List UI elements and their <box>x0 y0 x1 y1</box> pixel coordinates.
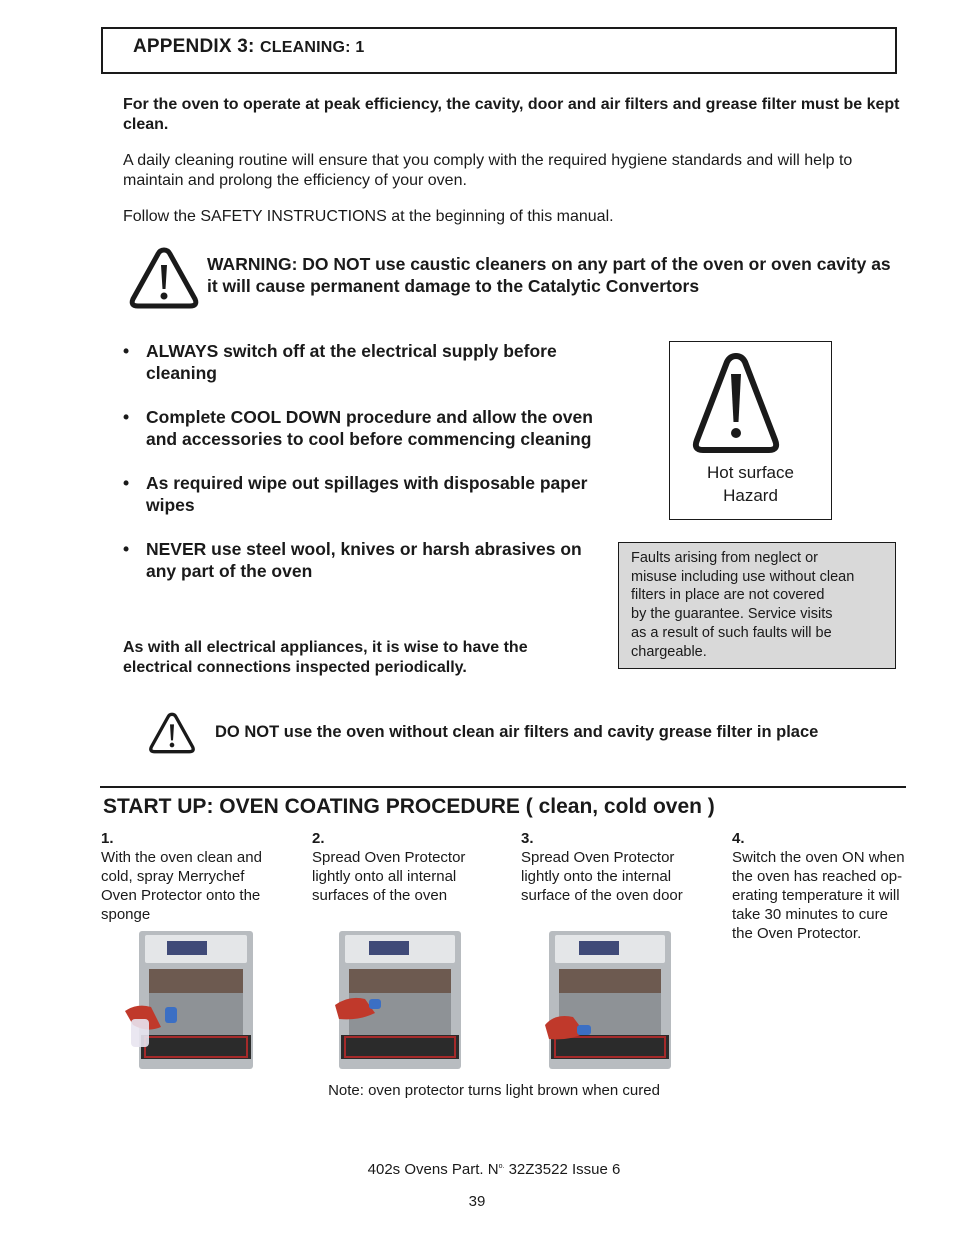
step-line: cold, spray Merrychef <box>101 868 245 885</box>
page-title <box>133 36 364 58</box>
bullet-text: ALWAYS switch off at the electrical supply before cleaning <box>146 341 557 383</box>
step-line: Spread Oven Protector <box>312 849 466 866</box>
startup-section-title: START UP: OVEN COATING PROCEDURE ( clean, cold oven ) <box>103 795 715 818</box>
bullet-text: As required wipe out spillages with disposable paper wipes <box>146 473 588 515</box>
bullet-dot: • <box>123 539 130 559</box>
hazard-line-2: Hazard <box>723 486 778 505</box>
title-main: APPENDIX 3: <box>133 36 255 57</box>
warning-triangle-icon <box>148 711 196 755</box>
step-line: Spread Oven Protector <box>521 849 675 866</box>
step-line: With the oven clean and <box>101 849 262 866</box>
title-sub: CLEANING: 1 <box>260 39 365 56</box>
fault-line: by the guarantee. Service visits <box>631 606 833 623</box>
step-line: lightly onto all internal <box>312 868 457 885</box>
step-line: the oven has reached op- <box>732 868 903 885</box>
section-divider <box>100 786 906 788</box>
faults-guarantee-box <box>618 542 896 669</box>
step-line: take 30 minutes to cure <box>732 906 888 923</box>
step-line: sponge <box>101 906 151 923</box>
step-line: Oven Protector onto the <box>101 887 261 904</box>
step-number: 1. <box>101 830 114 847</box>
list-item <box>123 340 603 384</box>
oven-illustration-step-3 <box>545 929 675 1075</box>
bullet-text: Complete COOL DOWN procedure and allow the oven and accessories to cool before commencing cleaning <box>146 407 593 449</box>
step-line: surface of the oven door <box>521 887 683 904</box>
step-1 <box>101 829 301 924</box>
step-4 <box>732 829 932 943</box>
safety-bullet-list <box>123 340 603 604</box>
oven-illustration-step-2 <box>335 929 465 1075</box>
bullet-dot: • <box>123 473 130 493</box>
step-line: surfaces of the oven <box>312 887 448 904</box>
footer-text-after: 32Z3522 Issue 6 <box>504 1161 621 1178</box>
step-line: Switch the oven ON when <box>732 849 905 866</box>
step-3 <box>521 829 721 905</box>
safety-paragraph: Follow the SAFETY INSTRUCTIONS at the beginning of this manual. <box>123 208 614 225</box>
cure-note: Note: oven protector turns light brown when cured <box>328 1082 660 1099</box>
bullet-text: NEVER use steel wool, knives or harsh abrasives on any part of the oven <box>146 539 582 581</box>
bullet-dot: • <box>123 407 130 427</box>
list-item <box>123 538 603 582</box>
bullet-dot: • <box>123 341 130 361</box>
step-line: lightly onto the internal <box>521 868 672 885</box>
list-item <box>123 406 603 450</box>
warning-filters-text: DO NOT use the oven without clean air filters and cavity grease filter in place <box>215 723 819 741</box>
fault-line: filters in place are not covered <box>631 587 825 604</box>
step-2 <box>312 829 512 905</box>
hot-surface-hazard-box <box>669 341 832 520</box>
step-line: erating temperature it will <box>732 887 900 904</box>
warning-triangle-icon <box>691 350 781 456</box>
warning-caustic-text: WARNING: DO NOT use caustic cleaners on any part of the oven or oven cavity as it will cause permanent damage to the Catalytic Convertors <box>207 254 891 296</box>
fault-line: chargeable. <box>631 643 707 660</box>
footer-text-before: 402s Ovens Part. N <box>367 1161 499 1178</box>
electrical-note: As with all electrical appliances, it is wise to have the electrical connections inspected periodically. <box>123 639 528 676</box>
hazard-line-1: Hot surface <box>707 463 794 482</box>
step-number: 2. <box>312 830 325 847</box>
hazard-label <box>670 461 831 507</box>
step-number: 4. <box>732 830 745 847</box>
intro-bold-paragraph: For the oven to operate at peak efficiency, the cavity, door and air filters and grease filter must be kept clean. <box>123 96 900 133</box>
step-number: 3. <box>521 830 534 847</box>
fault-line: as a result of such faults will be <box>631 624 832 641</box>
page-number: 39 <box>468 1193 486 1210</box>
warning-triangle-icon <box>128 245 200 311</box>
oven-illustration-step-1 <box>125 929 255 1075</box>
step-line: the Oven Protector. <box>732 925 862 942</box>
fault-line: Faults arising from neglect or <box>631 550 818 566</box>
footer-part-number <box>0 1161 954 1178</box>
routine-paragraph: A daily cleaning routine will ensure that you comply with the required hygiene standards and will help to maintain and prolong the efficiency of your oven. <box>123 152 853 189</box>
list-item <box>123 472 603 516</box>
fault-line: misuse including use without clean <box>631 568 855 585</box>
footer-superscript: o. <box>498 1163 505 1170</box>
